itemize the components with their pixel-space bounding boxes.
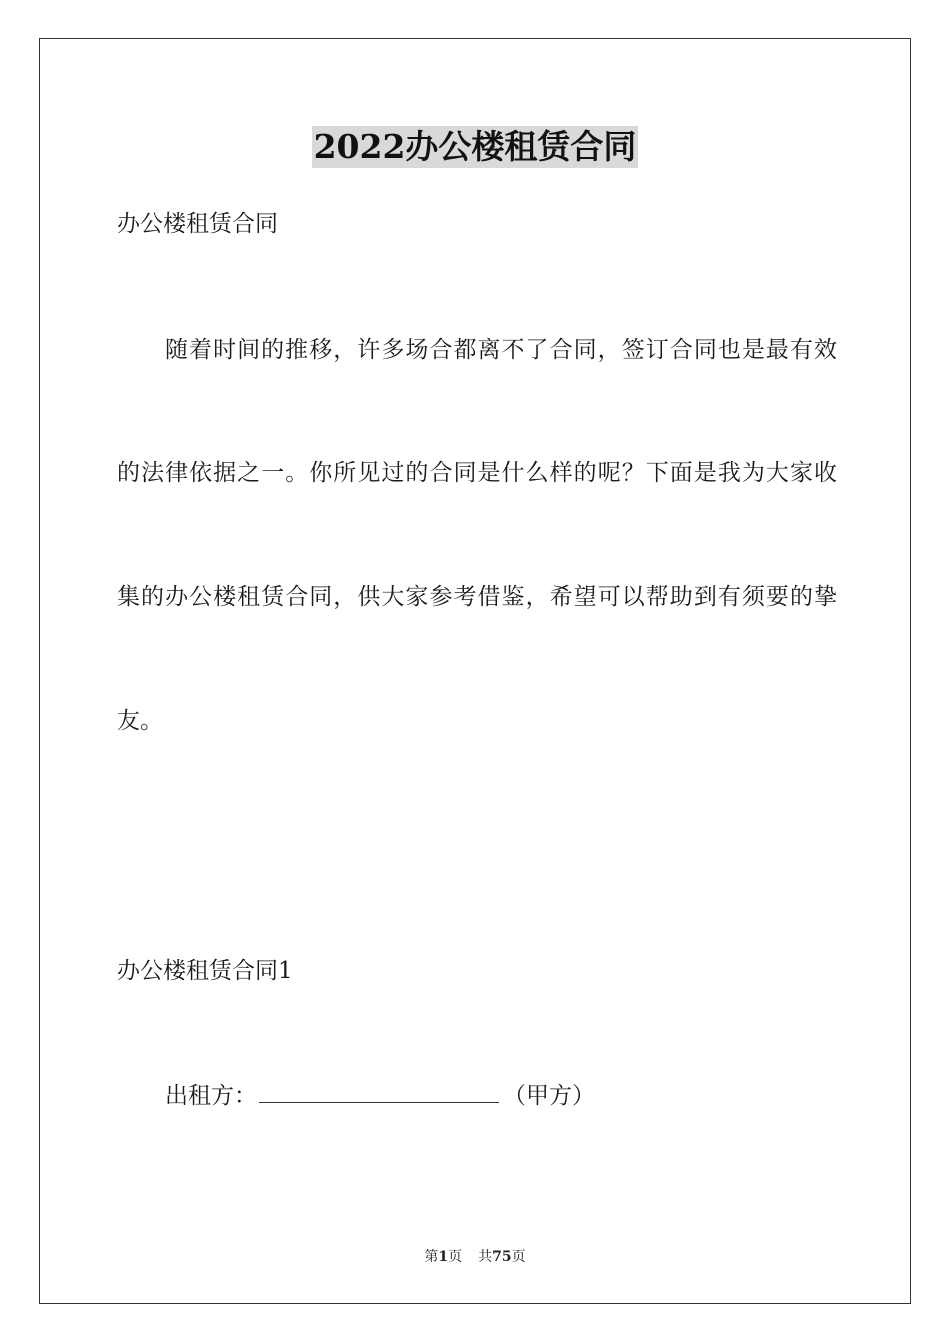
document-title: 2022办公楼租赁合同	[313, 127, 637, 166]
section-heading: 办公楼租赁合同1	[117, 958, 293, 984]
lessor-line	[117, 1080, 837, 1111]
total-pages: 75	[492, 1249, 512, 1265]
lessor-label: 出租方：	[165, 1083, 257, 1109]
page-number: 1	[438, 1249, 449, 1265]
total-prefix: 共	[478, 1249, 493, 1265]
intro-line-3: 集的办公楼租赁合同，供大家参考借鉴，希望可以帮助到有须要的挚	[117, 584, 837, 610]
intro-line-2: 的法律依据之一。你所见过的合同是什么样的呢？下面是我为大家收	[117, 460, 837, 486]
document-subtitle: 办公楼租赁合同	[117, 211, 278, 237]
intro-line-1: 随着时间的推移，许多场合都离不了合同，签订合同也是最有效	[165, 337, 837, 363]
title-container	[0, 126, 950, 168]
page-suffix: 页	[448, 1249, 463, 1265]
lessor-suffix: （甲方）	[503, 1083, 595, 1109]
total-suffix: 页	[511, 1249, 526, 1265]
page-prefix: 第	[424, 1249, 439, 1265]
page-footer	[0, 1248, 950, 1266]
intro-line-4: 友。	[117, 708, 163, 734]
lessor-blank-field[interactable]	[259, 1080, 499, 1103]
